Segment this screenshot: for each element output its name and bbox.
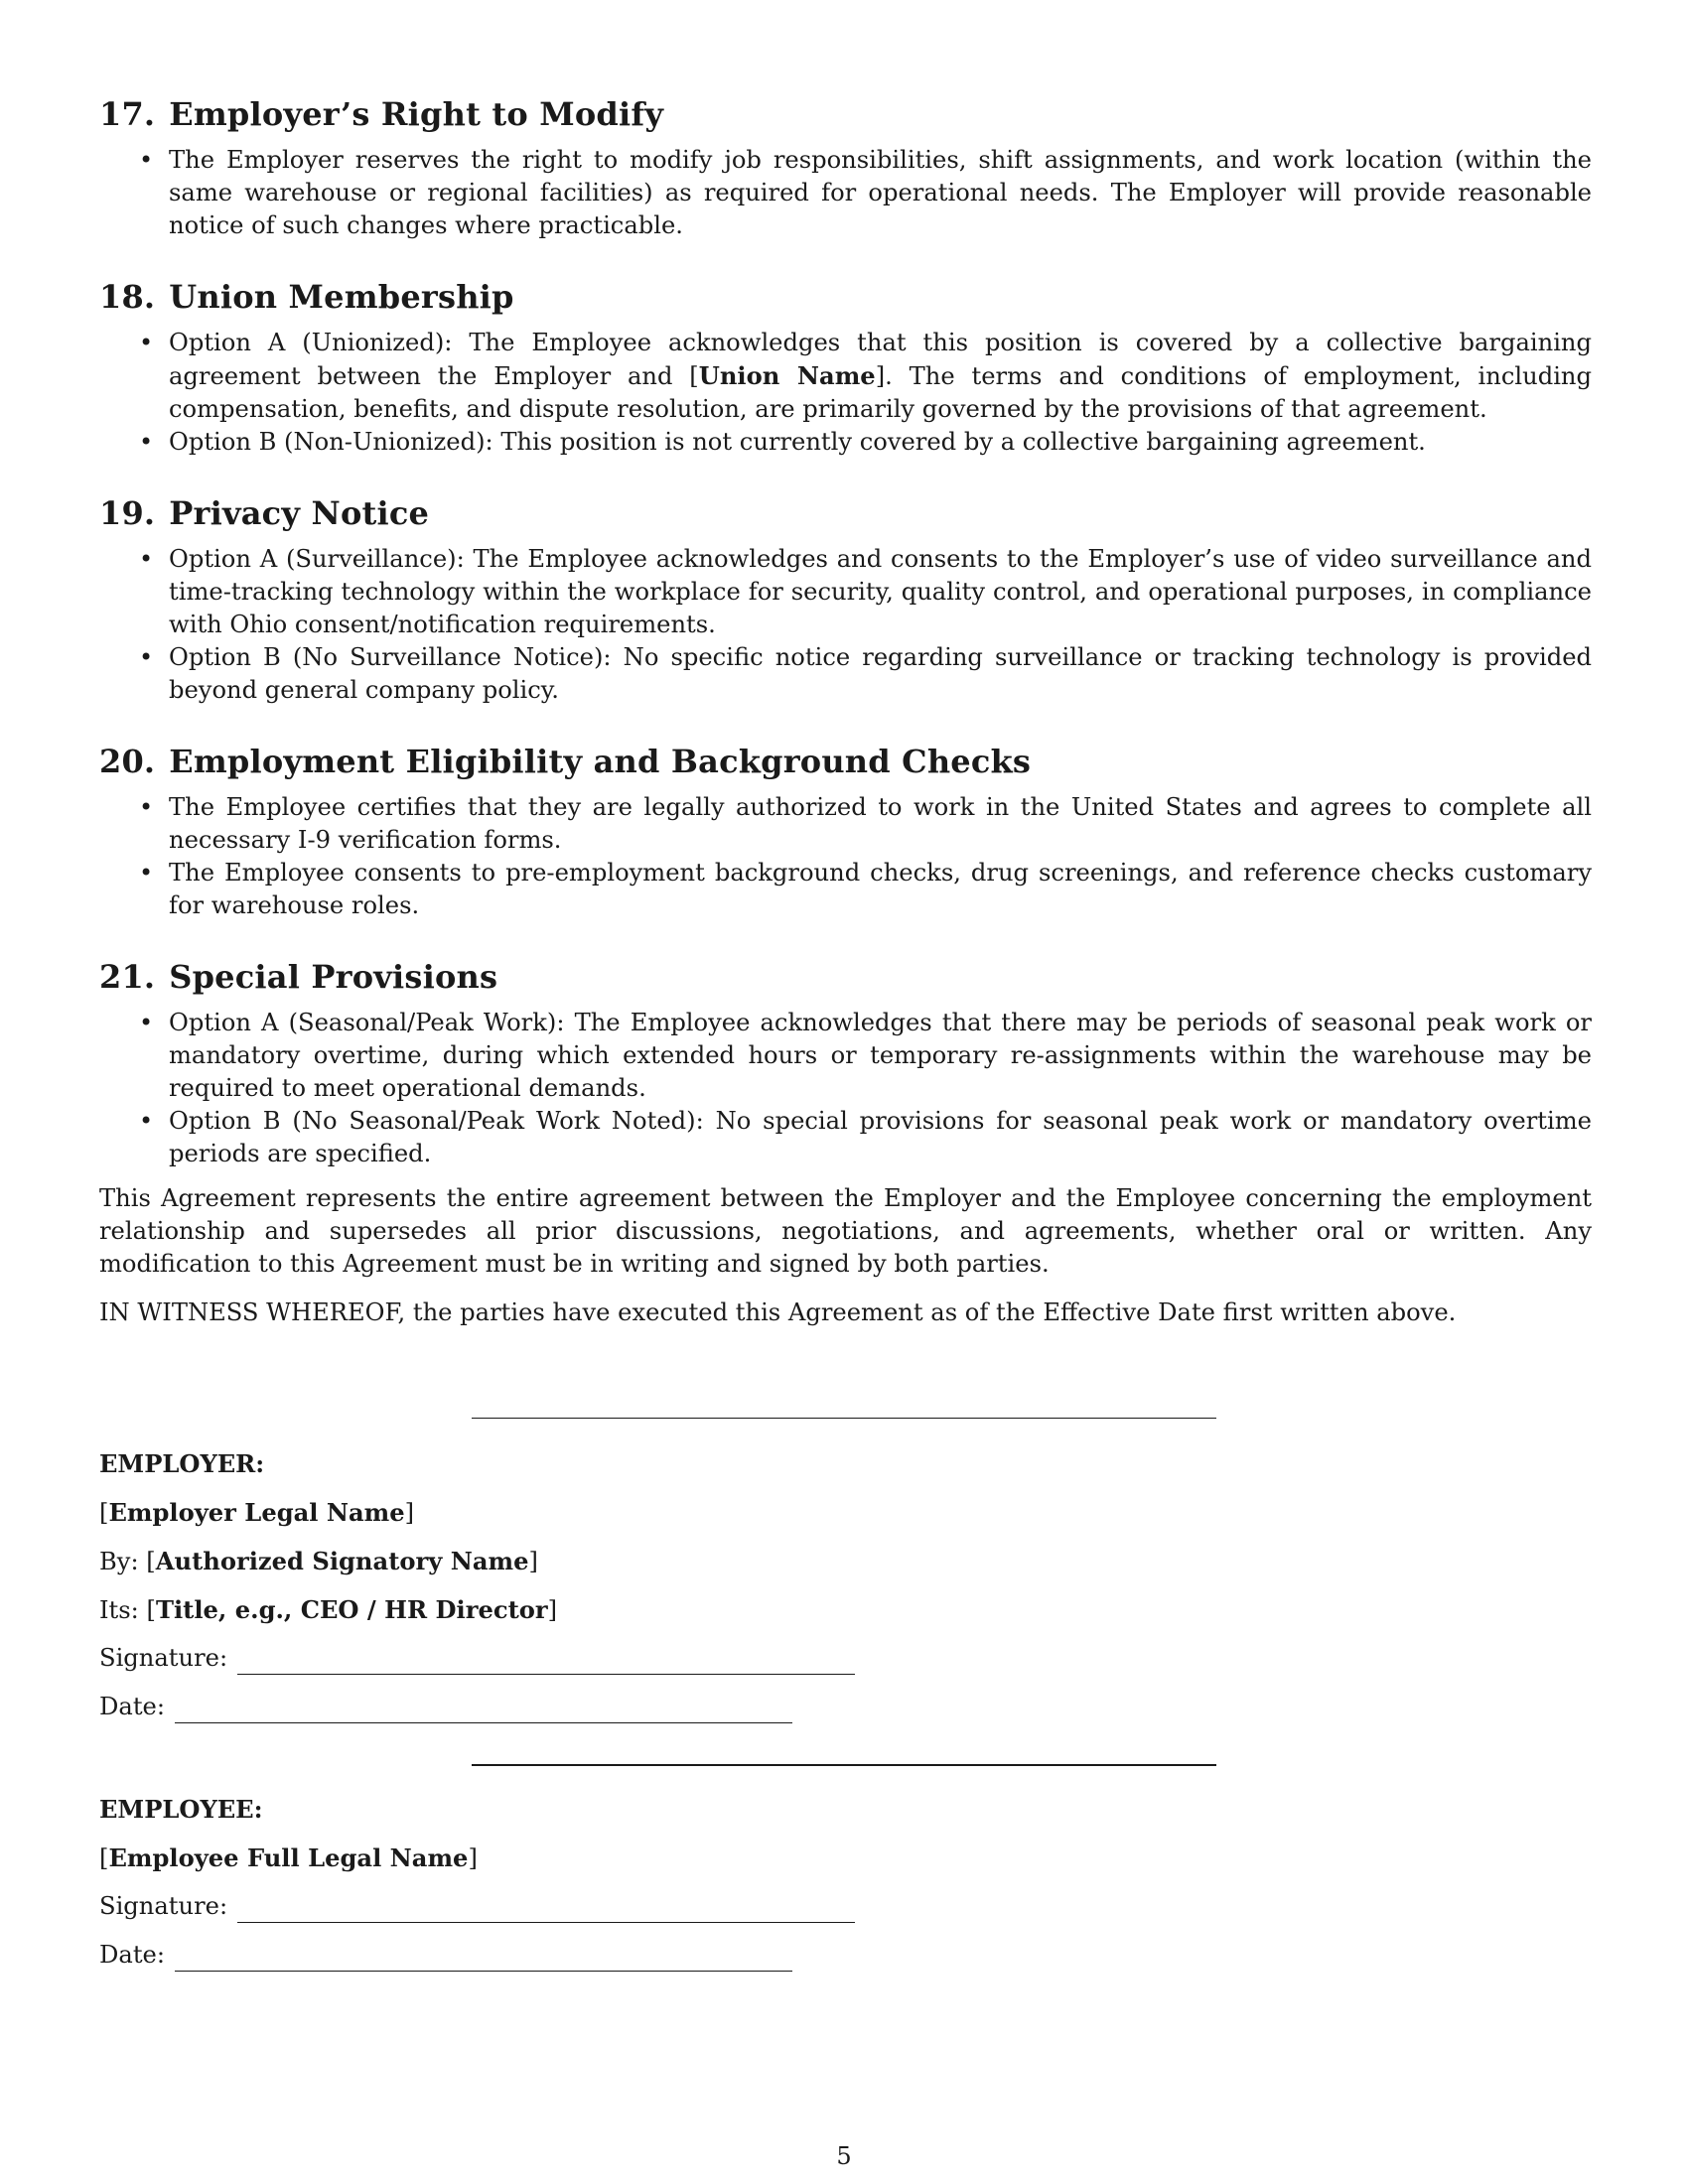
list-item: • The Employee consents to pre-employment background checks, drug screenings, and reference checks customary for warehouse roles. [99,857,1592,922]
document-body [99,94,1592,1329]
section-title: Privacy Notice [169,494,430,532]
item-text: ]. The terms and conditions of employment, including compensation, benefits, and dispute resolution, are primarily governed by the provisions of that agreement. [169,362,1592,423]
section-number: 17. [99,95,156,133]
section-heading-17 [99,94,1592,134]
list-item: • The Employer reserves the right to modify job responsibilities, shift assignments, and work location (within the same warehouse or regional facilities) as required for operational needs. The Employer will provide reasonable notice of such changes where practicable. [99,144,1592,242]
union-name-placeholder: Union Name [698,361,876,390]
employer-date-field[interactable] [175,1697,792,1723]
divider-rule [472,1764,1216,1766]
employee-name: [Employee Full Legal Name] [99,1843,478,1872]
employer-name: [Employer Legal Name] [99,1498,415,1527]
employer-its-line: Its: [Title, e.g., CEO / HR Director] [99,1595,558,1624]
section-heading-18 [99,277,1592,317]
list-item: • Option B (Non-Unionized): This position is not currently covered by a collective bargaining agreement. [99,426,1592,459]
section-title: Special Provisions [169,958,498,996]
employee-signature-line [99,1890,855,1923]
list-item: • Option A (Surveillance): The Employee acknowledges and consents to the Employer’s use of video surveillance and time-tracking technology within the workplace for security, quality control, and operational purposes, in compliance with Ohio consent/notification requirements. [99,543,1592,641]
item-text: Option A (Unionized): The Employee acknowledges that this position is covered by a collective bargaining agreement between the Employer and [ [169,329,1592,390]
section-heading-20 [99,742,1592,781]
list-item: • Option B (No Seasonal/Peak Work Noted): No special provisions for seasonal peak work or mandatory overtime periods are specified. [99,1105,1592,1170]
section-title: Union Membership [169,278,514,316]
employer-date-line [99,1691,792,1723]
its-label: Its: [99,1596,139,1624]
list-item: • The Employee certifies that they are legally authorized to work in the United States and agrees to complete all necessary I-9 verification forms. [99,791,1592,857]
employer-signature-field[interactable] [237,1648,855,1675]
by-label: By: [99,1548,139,1575]
section-heading-19 [99,493,1592,533]
section-title: Employment Eligibility and Background Checks [169,743,1032,780]
divider-rule [472,1418,1216,1419]
employer-by-line: By: [Authorized Signatory Name] [99,1547,538,1575]
entire-agreement-paragraph: This Agreement represents the entire agreement between the Employer and the Employee concerning the employment relationship and supersedes all prior discussions, negotiations, and agreements, whether oral or written. Any modification to this Agreement must be in writing and signed by both parties. [99,1184,1592,1278]
employee-heading: EMPLOYEE: [99,1795,263,1824]
list-item: • Option B (No Surveillance Notice): No specific notice regarding surveillance or tracking technology is provided beyond general company policy. [99,641,1592,707]
employee-date-line [99,1939,792,1972]
section-title: Employer’s Right to Modify [169,95,664,133]
employer-heading: EMPLOYER: [99,1449,265,1478]
section-number: 20. [99,743,156,780]
list-item: • Option A (Seasonal/Peak Work): The Employee acknowledges that there may be periods of seasonal peak work or mandatory overtime, during which extended hours or temporary re-assignments within the warehouse may be required to meet operational demands. [99,1007,1592,1105]
section-list-17 [99,144,1592,242]
page-number: 5 [836,2142,852,2170]
section-list-21 [99,1007,1592,1170]
section-list-19 [99,543,1592,707]
section-heading-21 [99,957,1592,997]
date-label: Date: [99,1941,165,1969]
employee-signature-field[interactable] [237,1896,855,1923]
employer-signature-line [99,1642,855,1675]
date-label: Date: [99,1693,165,1720]
list-item [99,327,1592,426]
signature-label: Signature: [99,1892,228,1920]
section-number: 19. [99,494,156,532]
section-list-20 [99,791,1592,922]
section-list-18 [99,327,1592,459]
signature-label: Signature: [99,1644,228,1672]
title-placeholder: Title, e.g., CEO / HR Director [155,1595,548,1624]
witness-paragraph: IN WITNESS WHEREOF, the parties have executed this Agreement as of the Effective Date first written above. [99,1298,1457,1326]
section-number: 18. [99,278,156,316]
authorized-signatory-placeholder: Authorized Signatory Name [155,1547,529,1575]
employee-date-field[interactable] [175,1945,792,1972]
section-number: 21. [99,958,156,996]
